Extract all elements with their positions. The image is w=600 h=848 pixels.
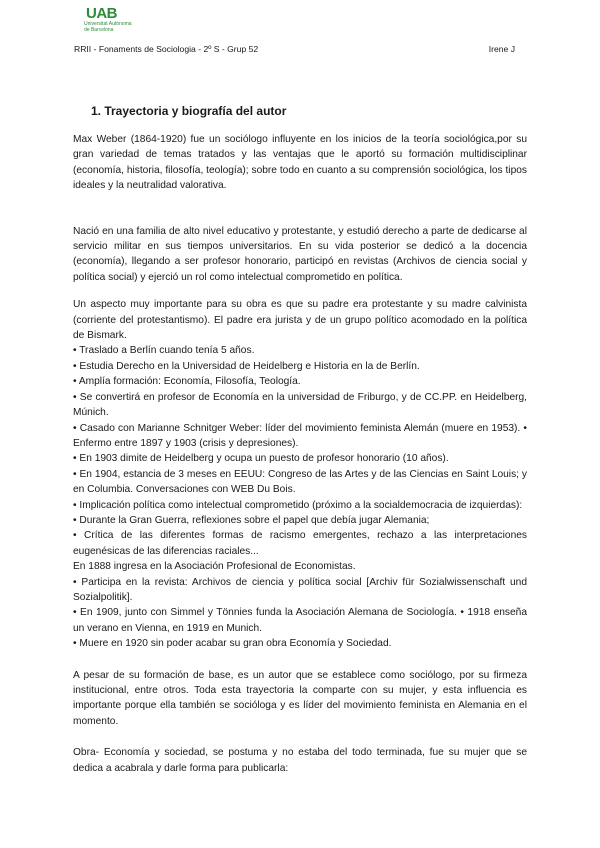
list-item: • Casado con Marianne Schnitger Weber: líder del movimiento feminista Alemán (muere en 1953). • Enfermo entre 1897 y 1903 (crisis y depresiones). xyxy=(73,422,527,449)
list-item: • Participa en la revista: Archivos de ciencia y política social [Archiv für Sozialwissenschaft und Sozialpolitik]. xyxy=(73,576,527,603)
paragraph-family: Nació en una familia de alto nivel educativo y protestante, y estudió derecho a parte de dedicarse al servicio militar en sus tiempos universitarios. En su vida posterior se dedicó a la docencia (economía), llegando a ser profesor honorario, participó en revistas (Archivos de ciencia social y política social) y ejerció un rol como intelectual comprometido en política. xyxy=(73,225,527,283)
logo-mark: UAB xyxy=(86,5,117,22)
list-item: • Muere en 1920 sin poder acabar su gran obra Economía y Sociedad. xyxy=(73,638,392,650)
paragraph-formation: A pesar de su formación de base, es un autor que se establece como sociólogo, por su firmeza institucional, entre otros. Toda esta trayectoria la comparte con su mujer, y esta influencia es importante porque ella también se socióloga y es líder del movimiento feminista en Alemania en el momento. xyxy=(73,669,527,727)
list-item: En 1888 ingresa en la Asociación Profesional de Economistas. xyxy=(73,561,356,573)
list-item: • Crítica de las diferentes formas de racismo emergentes, rechazo a las interpretaciones eugenésicas de las diferencias raciales... xyxy=(73,530,527,557)
list-item: • En 1904, estancia de 3 meses en EEUU: Congreso de las Artes y de las Ciencias en Saint Louis; y en Columbia. Conversaciones con WEB Du Bois. xyxy=(73,468,527,496)
list-item: • En 1903 dimite de Heidelberg y ocupa un puesto de profesor honorario (10 años). xyxy=(73,453,449,465)
course-label: RRII - Fonaments de Sociologia - 2º S - Grup 52 xyxy=(74,44,259,54)
paragraph-parents: Un aspecto muy importante para su obra es que su padre era protestante y su madre calvinista (corriente del protestantismo). El padre era jurista y de un grupo político acomodado en la política de Bismark. xyxy=(73,299,527,342)
section-title: 1. Trayectoria y biografía del autor xyxy=(91,104,287,118)
university-logo xyxy=(72,6,152,36)
list-item: • Estudia Derecho en la Universidad de Heidelberg e Historia en la de Berlín. xyxy=(73,360,420,372)
paragraph-intro: Max Weber (1864-1920) fue un sociólogo influyente en los inicios de la teoría sociológica,por su gran variedad de temas tratados y las ventajas que le aportó su formación multidisciplinar (economía, historia, filosofía, teología); sobre todo en cuanto a su comprensión sociológica, los tipos ideales y la neutralidad valorativa. xyxy=(73,134,527,192)
list-item: • Se convertirá en profesor de Economía en la universidad de Friburgo, y de CC.PP. en Heidelberg, Múnich. xyxy=(73,391,527,419)
list-item: • Traslado a Berlín cuando tenía 5 años. xyxy=(73,345,255,357)
document-body xyxy=(73,132,527,776)
list-item: • En 1909, junto con Simmel y Tönnies funda la Asociación Alemana de Sociología. • 1918 enseña un verano en Vienna, en 1919 en Munich. xyxy=(73,607,527,634)
list-item: • Implicación política como intelectual comprometido (próximo a la socialdemocracia de izquierdas): xyxy=(73,499,523,511)
logo-line-2: de Barcelona xyxy=(84,27,114,33)
list-item: • Amplía formación: Economía, Filosofía, Teología. xyxy=(73,376,301,388)
author-label: Irene J xyxy=(488,44,515,54)
paragraph-obra: Obra- Economía y sociedad, se postuma y no estaba del todo terminada, fue su mujer que se dedica a acabrala y darle forma para publicarla: xyxy=(73,747,527,774)
logo-line-1: Universitat Autònoma xyxy=(84,21,132,27)
list-item: • Durante la Gran Guerra, reflexiones sobre el papel que debía jugar Alemania; xyxy=(73,514,430,526)
